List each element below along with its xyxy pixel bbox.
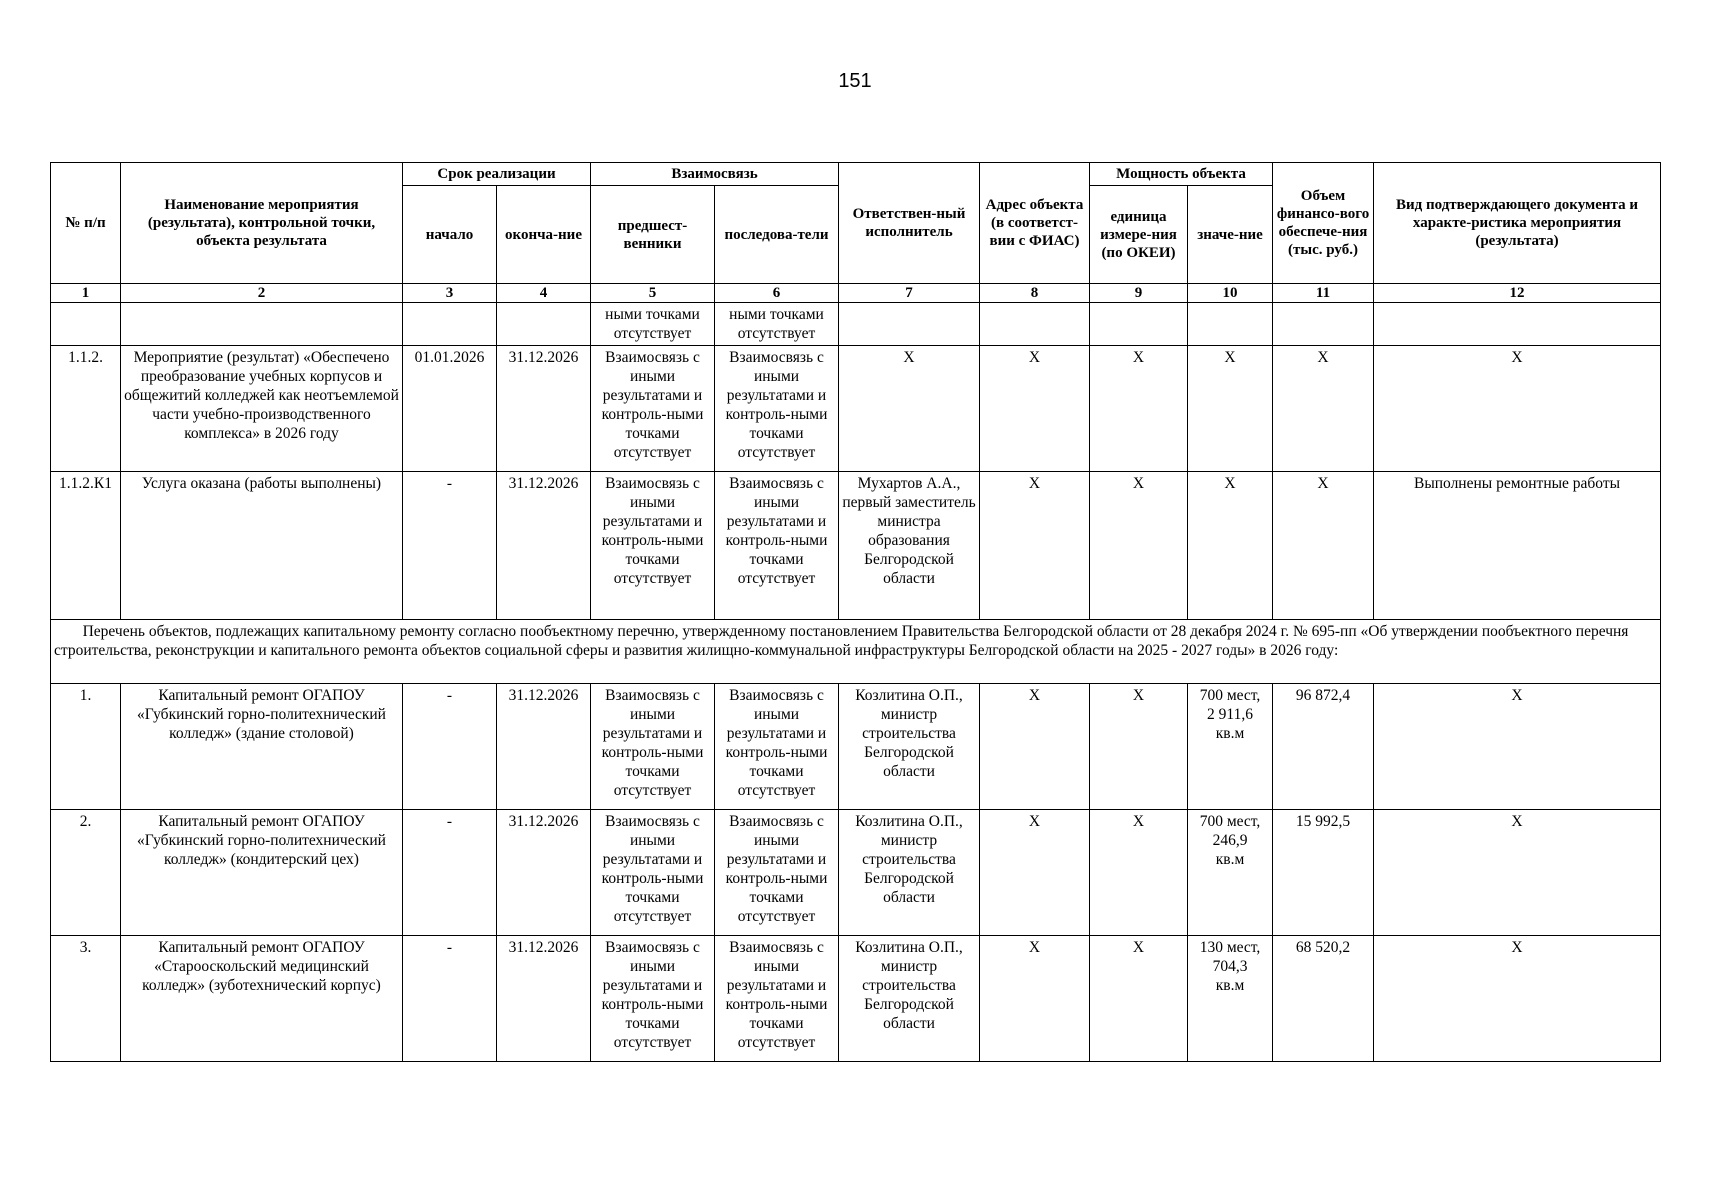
value-line: 700 мест,: [1199, 687, 1261, 704]
value-line: 2 911,6: [1207, 706, 1253, 723]
header-name: Наименование мероприятия (результата), контрольной точки, объекта результата: [121, 163, 403, 284]
value-line: кв.м: [1215, 725, 1245, 742]
cell-value: [1188, 303, 1273, 346]
cell-successors: Взаимосвязь с иными результатами и контроль-ными точками отсутствует: [715, 810, 839, 936]
cell-unit: Х: [1090, 346, 1188, 472]
cell-name: Услуга оказана (работы выполнены): [121, 472, 403, 620]
cell-value: Х: [1188, 472, 1273, 620]
cell-predecessors: Взаимосвязь с иными результатами и контроль-ными точками отсутствует: [591, 810, 715, 936]
cell-end: 31.12.2026: [497, 936, 591, 1062]
cell-address: Х: [980, 810, 1090, 936]
cell-doc: Х: [1374, 346, 1661, 472]
cell-responsible: Мухартов А.А., первый заместитель министра образования Белгородской области: [839, 472, 980, 620]
header-period: Срок реализации: [403, 163, 591, 186]
cell-doc: Х: [1374, 684, 1661, 810]
cell-no: 1.1.2.: [51, 346, 121, 472]
col-number: 11: [1273, 284, 1374, 303]
table-row: [51, 684, 1661, 810]
cell-end: 31.12.2026: [497, 684, 591, 810]
table-row: [51, 303, 1661, 346]
value-line: 704,3: [1212, 958, 1248, 975]
cell-unit: [1090, 303, 1188, 346]
cell-successors: ными точками отсутствует: [715, 303, 839, 346]
cell-start: 01.01.2026: [403, 346, 497, 472]
value-line: 246,9: [1212, 832, 1248, 849]
cell-responsible: [839, 303, 980, 346]
cell-responsible: Козлитина О.П., министр строительства Белгородской области: [839, 810, 980, 936]
col-number: 4: [497, 284, 591, 303]
cell-address: [980, 303, 1090, 346]
cell-unit: Х: [1090, 472, 1188, 620]
cell-start: -: [403, 472, 497, 620]
cell-no: 1.: [51, 684, 121, 810]
header-funding: Объем финансо-вого обеспече-ния (тыс. руб.): [1273, 163, 1374, 284]
header-end: оконча-ние: [497, 186, 591, 284]
cell-no: 2.: [51, 810, 121, 936]
cell-successors: Взаимосвязь с иными результатами и контроль-ными точками отсутствует: [715, 684, 839, 810]
cell-unit: Х: [1090, 810, 1188, 936]
cell-end: 31.12.2026: [497, 346, 591, 472]
cell-unit: Х: [1090, 936, 1188, 1062]
cell-doc: Выполнены ремонтные работы: [1374, 472, 1661, 620]
header-responsible: Ответствен-ный исполнитель: [839, 163, 980, 284]
cell-successors: Взаимосвязь с иными результатами и контроль-ными точками отсутствует: [715, 346, 839, 472]
cell-address: Х: [980, 472, 1090, 620]
cell-unit: Х: [1090, 684, 1188, 810]
cell-successors: Взаимосвязь с иными результатами и контроль-ными точками отсутствует: [715, 472, 839, 620]
cell-no: 1.1.2.К1: [51, 472, 121, 620]
cell-funding: Х: [1273, 472, 1374, 620]
cell-responsible: Козлитина О.П., министр строительства Белгородской области: [839, 936, 980, 1062]
col-number: 9: [1090, 284, 1188, 303]
value-line: кв.м: [1215, 977, 1245, 994]
section-row: [51, 620, 1661, 684]
cell-name: Капитальный ремонт ОГАПОУ «Губкинский горно-политехнический колледж» (здание столовой): [121, 684, 403, 810]
cell-end: 31.12.2026: [497, 472, 591, 620]
cell-name: Мероприятие (результат) «Обеспечено преобразование учебных корпусов и общежитий колледжей как неотъемлемой части учебно-производственного комплекса» в 2026 году: [121, 346, 403, 472]
col-number: 2: [121, 284, 403, 303]
cell-doc: Х: [1374, 936, 1661, 1062]
header-unit: единица измере-ния (по ОКЕИ): [1090, 186, 1188, 284]
header-successors: последова-тели: [715, 186, 839, 284]
table-row: [51, 346, 1661, 472]
header-predecessors: предшест-венники: [591, 186, 715, 284]
cell-start: -: [403, 936, 497, 1062]
cell-no: 3.: [51, 936, 121, 1062]
cell-address: Х: [980, 936, 1090, 1062]
page-number: 151: [838, 70, 872, 92]
cell-start: -: [403, 684, 497, 810]
col-number: 1: [51, 284, 121, 303]
cell-value: Х: [1188, 346, 1273, 472]
col-number: 7: [839, 284, 980, 303]
cell-responsible: Х: [839, 346, 980, 472]
value-line: 700 мест,: [1199, 813, 1261, 830]
cell-predecessors: Взаимосвязь с иными результатами и контроль-ными точками отсутствует: [591, 346, 715, 472]
cell-start: [403, 303, 497, 346]
header-value: значе-ние: [1188, 186, 1273, 284]
cell-successors: Взаимосвязь с иными результатами и контроль-ными точками отсутствует: [715, 936, 839, 1062]
cell-funding: 68 520,2: [1273, 936, 1374, 1062]
cell-doc: [1374, 303, 1661, 346]
header-relation: Взаимосвязь: [591, 163, 839, 186]
cell-responsible: Козлитина О.П., министр строительства Белгородской области: [839, 684, 980, 810]
cell-funding: Х: [1273, 346, 1374, 472]
table-row: [51, 472, 1661, 620]
cell-predecessors: Взаимосвязь с иными результатами и контроль-ными точками отсутствует: [591, 684, 715, 810]
header-no: № п/п: [51, 163, 121, 284]
cell-doc: Х: [1374, 810, 1661, 936]
cell-name: Капитальный ремонт ОГАПОУ «Губкинский горно-политехнический колледж» (кондитерский цех): [121, 810, 403, 936]
cell-funding: [1273, 303, 1374, 346]
cell-funding: 15 992,5: [1273, 810, 1374, 936]
value-line: 130 мест,: [1199, 939, 1261, 956]
cell-address: Х: [980, 684, 1090, 810]
cell-predecessors: Взаимосвязь с иными результатами и контроль-ными точками отсутствует: [591, 936, 715, 1062]
value-line: кв.м: [1215, 851, 1245, 868]
header-capacity: Мощность объекта: [1090, 163, 1273, 186]
cell-name: [121, 303, 403, 346]
cell-value: [1188, 684, 1273, 810]
cell-value: [1188, 810, 1273, 936]
cell-name: Капитальный ремонт ОГАПОУ «Старооскольский медицинский колледж» (зуботехнический корпус): [121, 936, 403, 1062]
section-text: Перечень объектов, подлежащих капитальному ремонту согласно пообъектному перечню, утвержденному постановлением Правительства Белгородской области от 28 декабря 2024 г. № 695-пп «Об утверждении пообъектного перечня строительства, реконструкции и капитального ремонта объектов социальной сферы и развития жилищно-коммунальной инфраструктуры Белгородской области на 2025 - 2027 годы» в 2026 году:: [51, 620, 1661, 684]
cell-value: [1188, 936, 1273, 1062]
table-row: [51, 810, 1661, 936]
cell-address: Х: [980, 346, 1090, 472]
col-number: 3: [403, 284, 497, 303]
cell-funding: 96 872,4: [1273, 684, 1374, 810]
header-doc-type: Вид подтверждающего документа и характе-ристика мероприятия (результата): [1374, 163, 1661, 284]
header-start: начало: [403, 186, 497, 284]
cell-end: 31.12.2026: [497, 810, 591, 936]
cell-end: [497, 303, 591, 346]
col-number: 10: [1188, 284, 1273, 303]
table-row: [51, 936, 1661, 1062]
col-number: 8: [980, 284, 1090, 303]
col-number: 12: [1374, 284, 1661, 303]
col-number: 6: [715, 284, 839, 303]
header-address: Адрес объекта (в соответст-вии с ФИАС): [980, 163, 1090, 284]
cell-predecessors: ными точками отсутствует: [591, 303, 715, 346]
cell-predecessors: Взаимосвязь с иными результатами и контроль-ными точками отсутствует: [591, 472, 715, 620]
col-number: 5: [591, 284, 715, 303]
plan-table: [50, 162, 1661, 1062]
cell-start: -: [403, 810, 497, 936]
cell-no: [51, 303, 121, 346]
